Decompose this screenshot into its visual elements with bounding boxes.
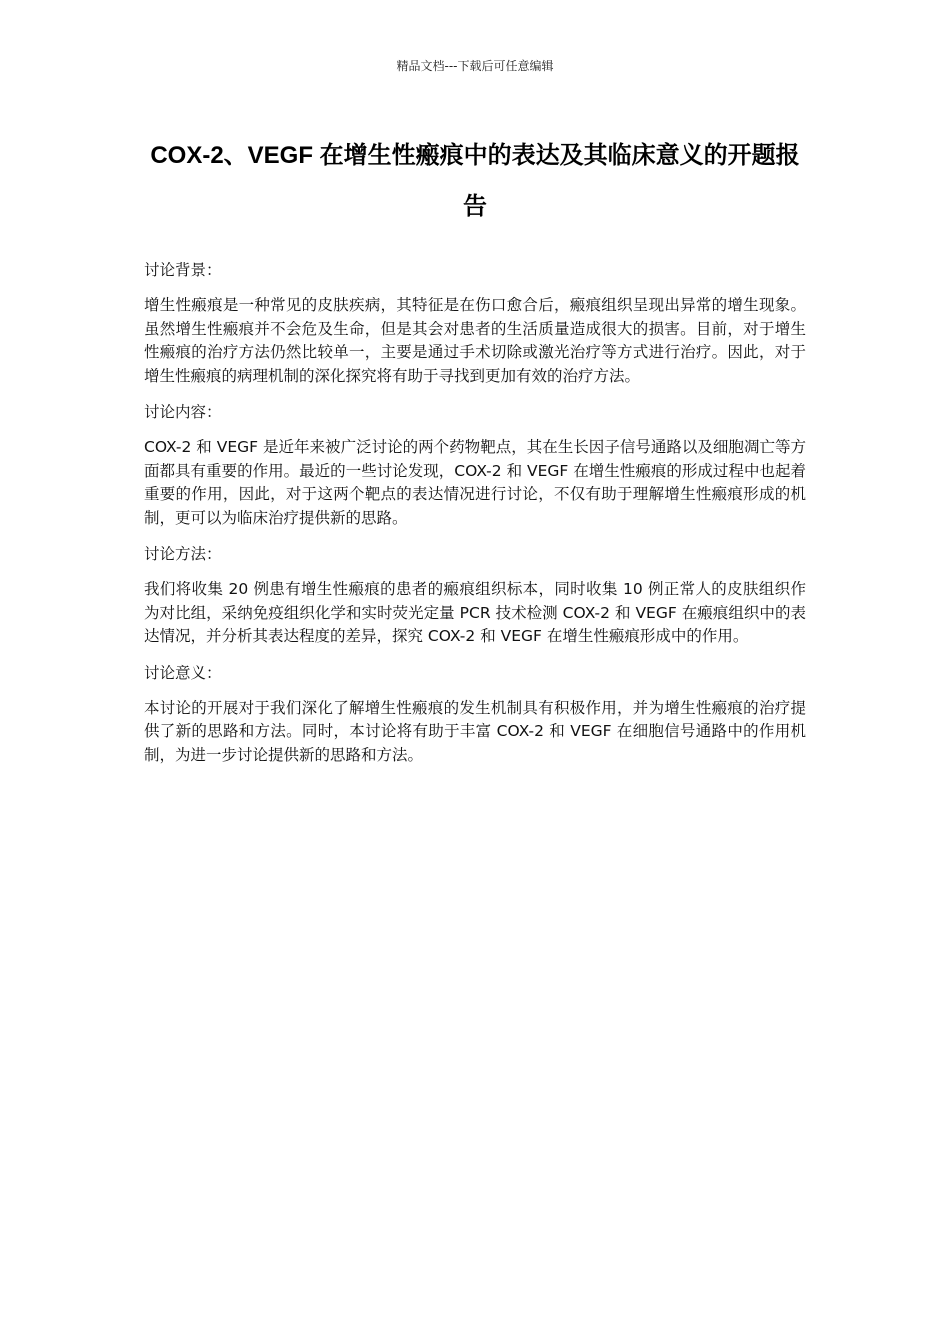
section-label-content: 讨论内容： <box>144 403 222 421</box>
document-body <box>144 258 806 779</box>
document-title: COX-2、VEGF 在增生性瘢痕中的表达及其临床意义的开题报告 <box>150 142 800 220</box>
section-text-method: 我们将收集 20 例患有增生性瘢痕的患者的瘢痕组织标本，同时收集 10 例正常人的皮肤组织作为对比组，采纳免疫组织化学和实时荧光定量 PCR 技术检测 COX-2 和 VEGF 在瘢痕组织中的表达情况，并分析其表达程度的差异，探究 COX-2 和 VEGF 在增生性瘢痕形成中的作用。 <box>144 580 806 645</box>
section-text-significance: 本讨论的开展对于我们深化了解增生性瘢痕的发生机制具有积极作用，并为增生性瘢痕的治疗提供了新的思路和方法。同时，本讨论将有助于丰富 COX-2 和 VEGF 在细胞信号通路中的作用机制，为进一步讨论提供新的思路和方法。 <box>144 698 806 764</box>
section-text-background: 增生性瘢痕是一种常见的皮肤疾病，其特征是在伤口愈合后，瘢痕组织呈现出异常的增生现象。虽然增生性瘢痕并不会危及生命，但是其会对患者的生活质量造成很大的损害。目前，对于增生性瘢痕的治疗方法仍然比较单一，主要是通过手术切除或激光治疗等方式进行治疗。因此，对于增生性瘢痕的病理机制的深化探究将有助于寻找到更加有效的治疗方法。 <box>144 296 806 385</box>
section-label-method: 讨论方法： <box>144 545 222 563</box>
header-note: 精品文档---下载后可任意编辑 <box>396 59 554 73</box>
section-label-background: 讨论背景： <box>144 261 222 279</box>
section-text-content: COX-2 和 VEGF 是近年来被广泛讨论的两个药物靶点，其在生长因子信号通路以及细胞凋亡等方面都具有重要的作用。最近的一些讨论发现，COX-2 和 VEGF 在增生性瘢痕的形成过程中也起着重要的作用，因此，对于这两个靶点的表达情况进行讨论，不仅有助于理解增生性瘢痕形成的机制，更可以为临床治疗提供新的思路。 <box>144 438 806 527</box>
section-label-significance: 讨论意义： <box>144 663 222 682</box>
